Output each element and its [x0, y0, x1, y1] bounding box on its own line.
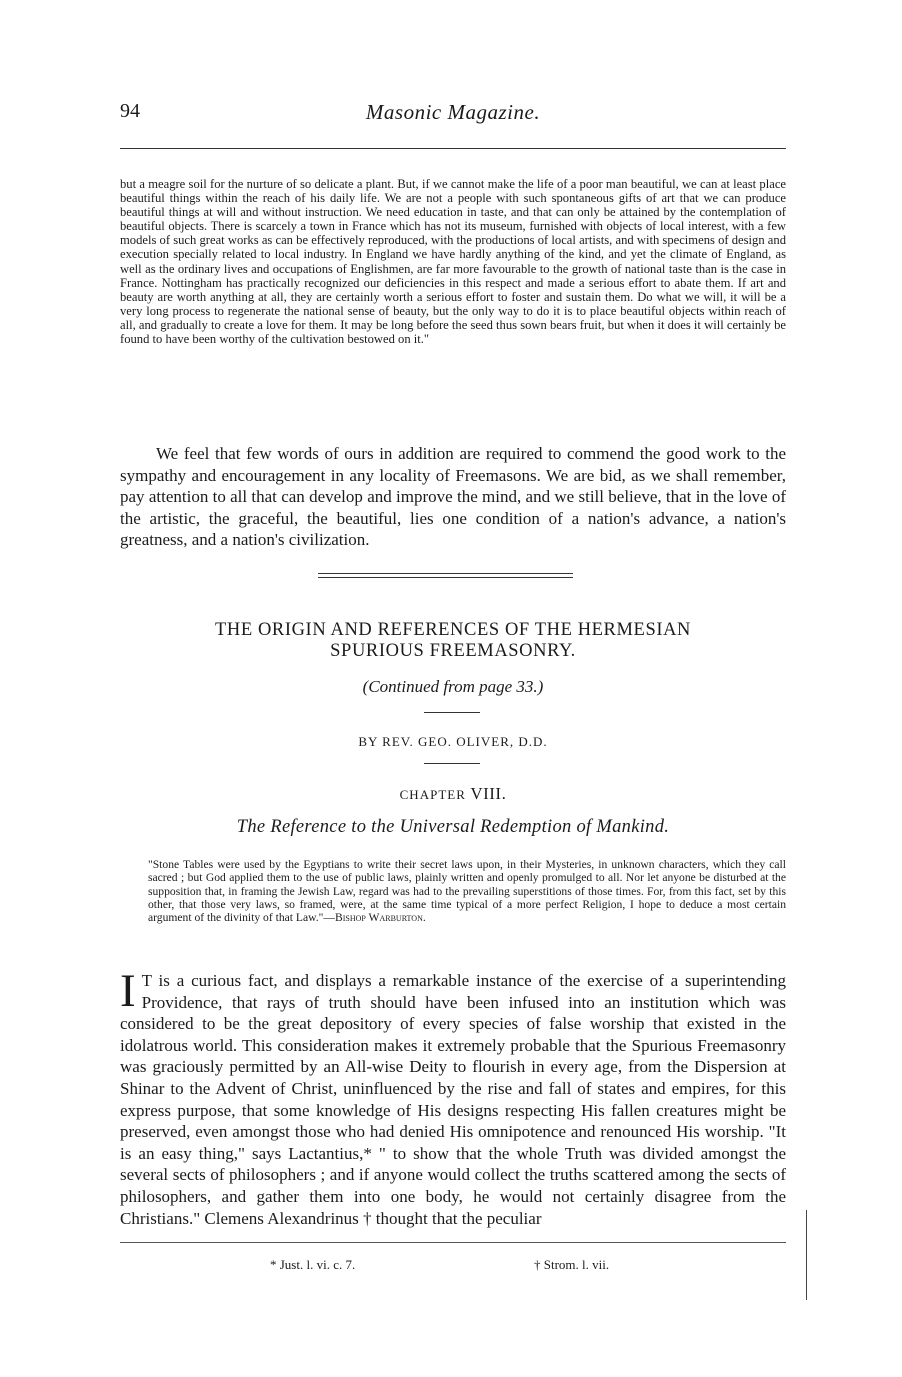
- page-header: [120, 100, 786, 140]
- chapter-heading: [120, 784, 786, 804]
- header-rule: [120, 148, 786, 149]
- title-rule: [424, 712, 480, 713]
- continued-quote-text: but a meagre soil for the nurture of so delicate a plant. But, if we cannot make the life of a poor man beautiful, we can at least place beautiful things within the reach of his daily life. We are not a people with such spontaneous gifts of art that we can produce beautiful things at will and without instruction. We need education in taste, and that can only be attained by the contemplation of beautiful objects. There is scarcely a town in France which has not its museum, furnished with objects of local interest, with a few models of such great works as can be effectively reproduced, with the productions of local artists, and with specimens of design and execution specially related to local industry. In England we have hardly anything of the kind, and yet the climate of England, as well as the ordinary lives and occupations of Englishmen, are far more favourable to the growth of national taste than is the case in France. Nottingham has practically recognized our deficiencies in this respect and made a serious effort to abate them. If art and beauty are worth anything at all, they are certainly worth a serious effort to foster and sustain them. Do what we will, it will be a very long process to regenerate the national sense of beauty, but the only way to do it is to place beautiful objects within reach of all, and gradually to create a love for them. It may be long before the seed thus sown bears fruit, but when it does it will certainly be found to have been worthy of the cultivation bestowed on it.": [120, 177, 786, 347]
- footnote-rule: [120, 1242, 786, 1243]
- article-title: [120, 620, 786, 662]
- footnote-1: * Just. l. vi. c. 7.: [270, 1257, 356, 1272]
- article-title-line-1: THE ORIGIN AND REFERENCES OF THE HERMESIAN: [214, 620, 692, 640]
- chapter-word: CHAPTER: [399, 787, 466, 802]
- drop-cap: I: [120, 965, 136, 1017]
- page-number: 94: [120, 100, 140, 122]
- margin-mark: [806, 1210, 807, 1300]
- chapter-number: VIII.: [470, 784, 507, 803]
- byline: BY REV. GEO. OLIVER, D.D.: [358, 734, 548, 749]
- epigraph-text: "Stone Tables were used by the Egyptians to write their secret laws upon, in their Mysteries, in unknown characters, which they call sacred ; but God applied them to the use of public laws, plainly written and openly promulged to all. Nor let anyone be disturbed at the supposition that, in framing the Jewish Law, regard was had to the prevailing superstitions of those times. For, from this fact, set by this other, that those very laws, so framed, were, at the same time typical of a more perfect Religion, I hope to deduce a most certain argument of the divinity of that Law."—: [148, 858, 786, 925]
- footnote-2: † Strom. l. vii.: [534, 1257, 610, 1272]
- editorial-text: We feel that few words of ours in addition are required to commend the good work to the sympathy and encouragement in any locality of Freemasons. We are bid, as we shall remember, pay attention to all that can develop and improve the mind, and we still believe, that in the love of the artistic, the graceful, the beautiful, lies one condition of a nation's advance, a nation's greatness, and a nation's civilization.: [120, 444, 786, 550]
- epigraph-attribution: Bishop Warburton.: [334, 911, 426, 925]
- footnotes: [120, 1257, 786, 1277]
- section-divider: [318, 573, 573, 581]
- epigraph: [148, 858, 786, 924]
- continued-quote: [120, 177, 786, 346]
- article-body: [120, 965, 786, 1229]
- running-title: Masonic Magazine.: [365, 100, 541, 124]
- article-title-line-2: SPURIOUS FREEMASONRY.: [330, 641, 576, 661]
- editorial-paragraph: [120, 443, 786, 551]
- byline-rule: [424, 763, 480, 764]
- article-body-text: T is a curious fact, and displays a remarkable instance of the exercise of a superintending Providence, that rays of truth should have been infused into an institution which was considered to be the great depository of every species of false worship that existed in the idolatrous world. This consideration makes it extremely probable that the Spurious Freemasonry was graciously permitted by an All-wise Deity to flourish in every age, from the Dispersion at Shinar to the Advent of Christ, uninfluenced by the rise and fall of states and empires, for this express purpose, that some knowledge of His designs respecting His fallen creatures might be preserved, even amongst those who had denied His omnipotence and renounced His worship. "It is an easy thing," says Lactantius,* " to show that the whole Truth was divided amongst the several sects of philosophers ; and if anyone would collect the truths scattered among the sects of philosophers, and gather them into one body, he would not certainly disagree from the Christians." Clemens Alexandrinus † thought that the peculiar: [120, 971, 786, 1228]
- continued-note: (Continued from page 33.): [362, 677, 544, 696]
- chapter-title: The Reference to the Universal Redemption of Mankind.: [236, 817, 670, 837]
